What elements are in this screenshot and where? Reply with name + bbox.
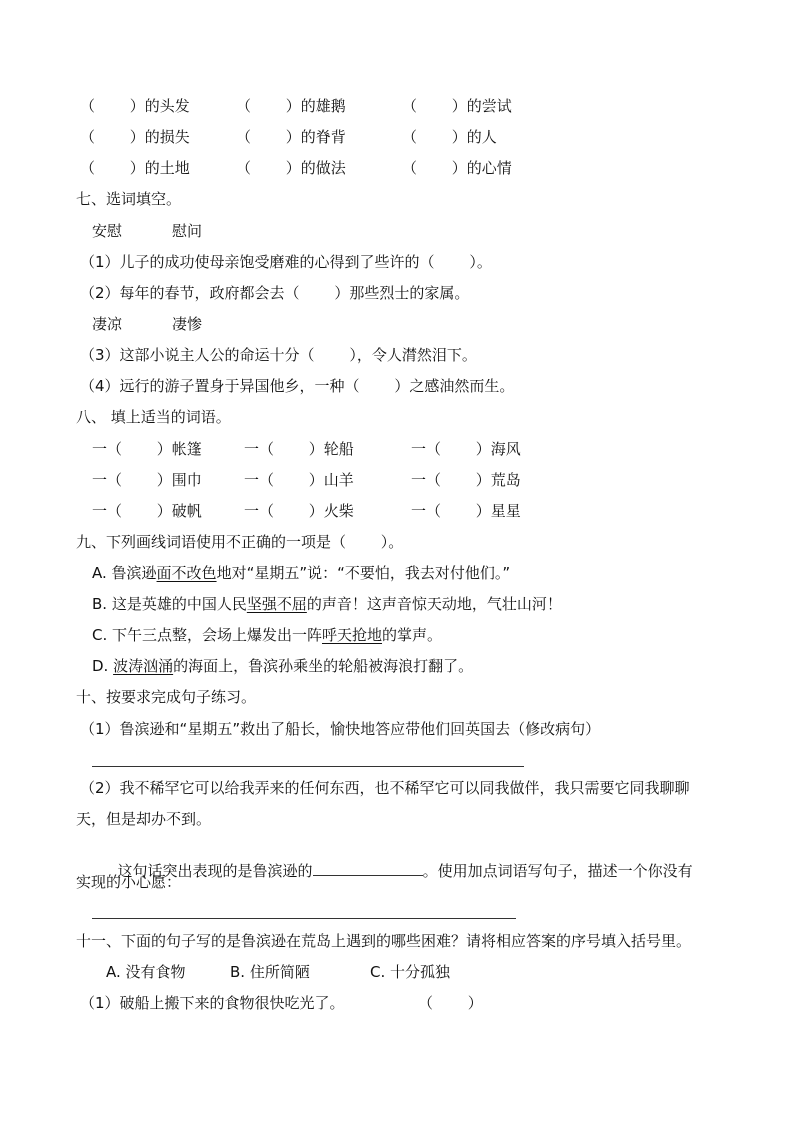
question-item: （2）每年的春节，政府都会去（ ）那些烈士的家属。	[80, 284, 470, 302]
question-item: 这句话突出表现的是鲁滨逊的 。使用加点词语写句子，描述一个你没有	[117, 862, 693, 880]
phrase-blank: （ ）的损失	[80, 128, 190, 146]
measure-word-blank: 一（ ）星星	[411, 502, 521, 520]
word-choice: 凄惨	[172, 315, 203, 333]
answer-paren[interactable]: （ ）	[418, 994, 483, 1012]
answer-line[interactable]	[92, 918, 516, 919]
phrase-blank: （ ）的头发	[80, 97, 190, 115]
word-choice: 凄凉	[92, 315, 123, 333]
measure-word-blank: 一（ ）轮船	[244, 440, 354, 458]
phrase-blank: （ ）的人	[402, 128, 497, 146]
phrase-blank: （ ）的脊背	[236, 128, 346, 146]
phrase-blank: （ ）的雄鹅	[236, 97, 346, 115]
measure-word-blank: 一（ ）帐篷	[92, 440, 202, 458]
underlined-word: 呼天抢地	[322, 626, 383, 644]
measure-word-blank: 一（ ）破帆	[92, 502, 202, 520]
question-item: （4）远行的游子置身于异国他乡，一种（ ）之感油然而生。	[80, 377, 515, 395]
question-item: 实现的小心愿：	[76, 873, 182, 891]
underlined-word: 面不改色	[156, 564, 217, 582]
section-title: 九、下列画线词语使用不正确的一项是（ ）。	[76, 533, 404, 551]
question-item: （2）我不稀罕它可以给我弄来的任何东西，也不稀罕它可以同我做伴，我只需要它同我聊聊	[80, 779, 690, 797]
section-title: 七、选词填空。	[76, 190, 182, 208]
fill-blank[interactable]	[313, 861, 423, 876]
question-item: 天，但是却办不到。	[76, 810, 212, 828]
phrase-blank: （ ）的土地	[80, 159, 190, 177]
section-title: 十一、下面的句子写的是鲁滨逊在荒岛上遇到的哪些困难？请将相应答案的序号填入括号里。	[76, 932, 692, 950]
phrase-blank: （ ）的做法	[236, 159, 346, 177]
measure-word-blank: 一（ ）火柴	[244, 502, 354, 520]
phrase-blank: （ ）的心情	[402, 159, 512, 177]
measure-word-blank: 一（ ）围巾	[92, 471, 202, 489]
choice-d: D. 波涛汹涌的海面上，鲁滨孙乘坐的轮船被海浪打翻了。	[92, 657, 474, 675]
measure-word-blank: 一（ ）山羊	[244, 471, 354, 489]
question-item: （1）破船上搬下来的食物很快吃光了。	[80, 994, 345, 1012]
question-item: （1）儿子的成功使母亲饱受磨难的心得到了些许的（ ）。	[80, 253, 492, 271]
measure-word-blank: 一（ ）海风	[411, 440, 521, 458]
choice-a: A. 鲁滨逊面不改色地对“星期五”说：“不要怕，我去对付他们。”	[92, 564, 511, 582]
option-c: C. 十分孤独	[370, 963, 451, 981]
underlined-word: 坚强不屈	[246, 595, 307, 613]
section-title: 十、按要求完成句子练习。	[76, 688, 257, 706]
word-choice: 慰问	[172, 222, 203, 240]
word-choice: 安慰	[92, 222, 123, 240]
underlined-word: 波涛汹涌	[113, 657, 174, 675]
answer-line[interactable]	[92, 766, 524, 767]
option-a: A. 没有食物	[106, 963, 186, 981]
choice-c: C. 下午三点整，会场上爆发出一阵呼天抢地的掌声。	[92, 626, 443, 644]
measure-word-blank: 一（ ）荒岛	[411, 471, 521, 489]
phrase-blank: （ ）的尝试	[402, 97, 512, 115]
question-item: （3）这部小说主人公的命运十分（ ），令人潸然泪下。	[80, 346, 477, 364]
question-item: （1）鲁滨逊和“星期五”救出了船长，愉快地答应带他们回英国去（修改病句）	[80, 720, 601, 738]
option-b: B. 住所简陋	[230, 963, 310, 981]
choice-b: B. 这是英雄的中国人民坚强不屈的声音！这声音惊天动地，气壮山河！	[92, 595, 562, 613]
section-title: 八、 填上适当的词语。	[76, 408, 231, 426]
